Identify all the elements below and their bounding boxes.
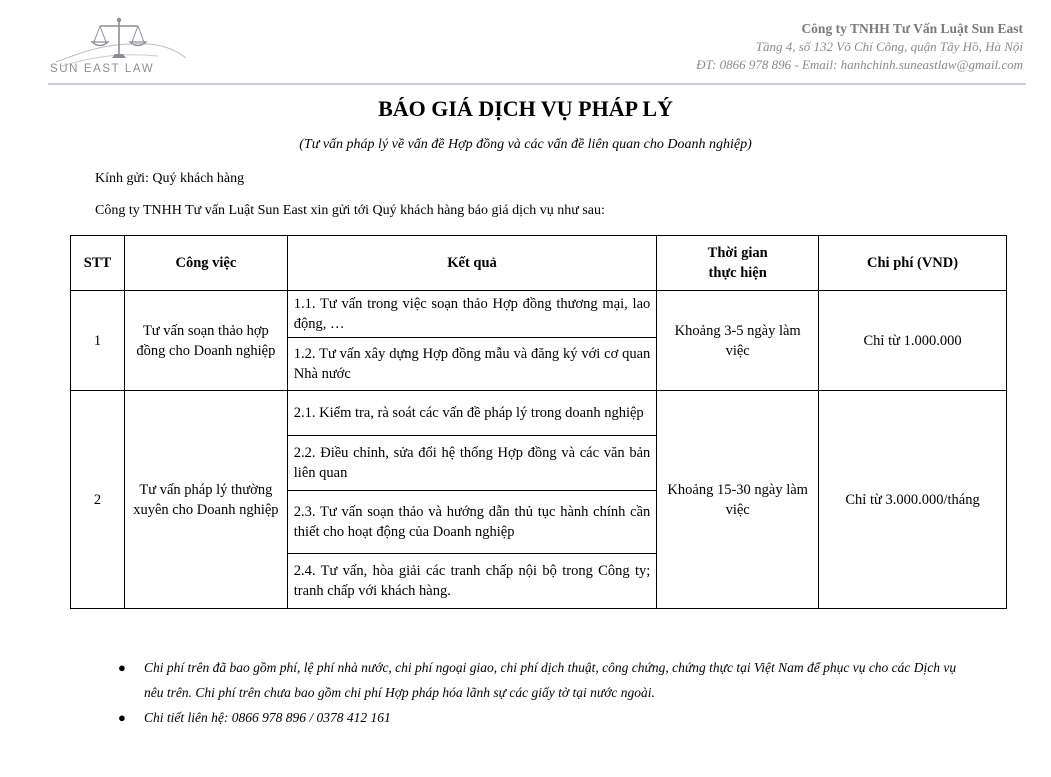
header-divider	[48, 83, 1026, 85]
note-text: Chi tiết liên hệ: 0866 978 896 / 0378 412 161	[144, 710, 391, 725]
row-stt: 1	[71, 291, 125, 391]
document-title: BÁO GIÁ DỊCH VỤ PHÁP LÝ	[378, 96, 673, 121]
quote-table	[70, 235, 1007, 609]
col-header-time-line1: Thời gian	[707, 245, 768, 261]
row-result: 2.4. Tư vấn, hòa giải các tranh chấp nội bộ trong Công ty; tranh chấp với khách hàng.	[287, 554, 656, 609]
note-text: Chi phí trên đã bao gồm phí, lệ phí nhà nước, chi phí ngoại giao, chi phí dịch thuật, công chứng, chứng thực tại Việt Nam để phục vụ cho các Dịch vụ nêu trên. Chi phí trên chưa bao gồm chi phí Hợp pháp hóa lãnh sự các giấy tờ tại nước ngoài.	[144, 660, 957, 700]
row-result: 1.1. Tư vấn trong việc soạn thảo Hợp đồng thương mại, lao động, …	[287, 291, 656, 338]
row-time: Khoảng 3-5 ngày làm việc	[657, 291, 819, 391]
row-task: Tư vấn pháp lý thường xuyên cho Doanh nghiệp	[124, 391, 287, 609]
row-task: Tư vấn soạn thảo hợp đồng cho Doanh nghiệp	[124, 291, 287, 391]
notes-list	[118, 655, 958, 730]
company-name: Công ty TNHH Tư Vấn Luật Sun East	[801, 21, 1023, 36]
col-header-time	[657, 236, 819, 291]
row-result: 1.2. Tư vấn xây dựng Hợp đồng mẫu và đăng ký với cơ quan Nhà nước	[287, 338, 656, 391]
col-header-stt: STT	[71, 236, 125, 291]
col-header-time-line2: thực hiện	[708, 265, 767, 281]
logo-text: SUN EAST LAW	[50, 63, 155, 75]
table-row	[71, 391, 1007, 436]
greeting: Kính gửi: Quý khách hàng	[95, 171, 245, 186]
company-address: Tầng 4, số 132 Võ Chí Công, quận Tây Hồ, Hà Nội	[755, 39, 1023, 54]
row-result: 2.3. Tư vấn soạn thảo và hướng dẫn thủ tục hành chính cần thiết cho hoạt động của Doanh nghiệp	[287, 491, 656, 554]
col-header-cost: Chi phí (VND)	[819, 236, 1007, 291]
document-subtitle: (Tư vấn pháp lý về vấn đề Hợp đồng và các vấn đề liên quan cho Doanh nghiệp)	[299, 137, 752, 152]
letterhead	[696, 20, 1023, 74]
bullet-icon: ●	[118, 710, 126, 725]
row-time: Khoảng 15-30 ngày làm việc	[657, 391, 819, 609]
row-cost: Chỉ từ 1.000.000	[819, 291, 1007, 391]
list-item	[118, 655, 958, 705]
bullet-icon: ●	[118, 660, 126, 675]
col-header-task: Công việc	[124, 236, 287, 291]
table-row	[71, 291, 1007, 338]
intro-text: Công ty TNHH Tư vấn Luật Sun East xin gửi tới Quý khách hàng báo giá dịch vụ như sau:	[95, 203, 605, 218]
company-contact: ĐT: 0866 978 896 - Email: hanhchinh.suneastlaw@gmail.com	[696, 57, 1023, 72]
row-cost: Chỉ từ 3.000.000/tháng	[819, 391, 1007, 609]
col-header-result: Kết quả	[287, 236, 656, 291]
table-header-row	[71, 236, 1007, 291]
row-result: 2.1. Kiểm tra, rà soát các vấn đề pháp lý trong doanh nghiệp	[287, 391, 656, 436]
list-item	[118, 705, 958, 730]
row-result: 2.2. Điều chỉnh, sửa đổi hệ thống Hợp đồng và các văn bản liên quan	[287, 436, 656, 491]
row-stt: 2	[71, 391, 125, 609]
